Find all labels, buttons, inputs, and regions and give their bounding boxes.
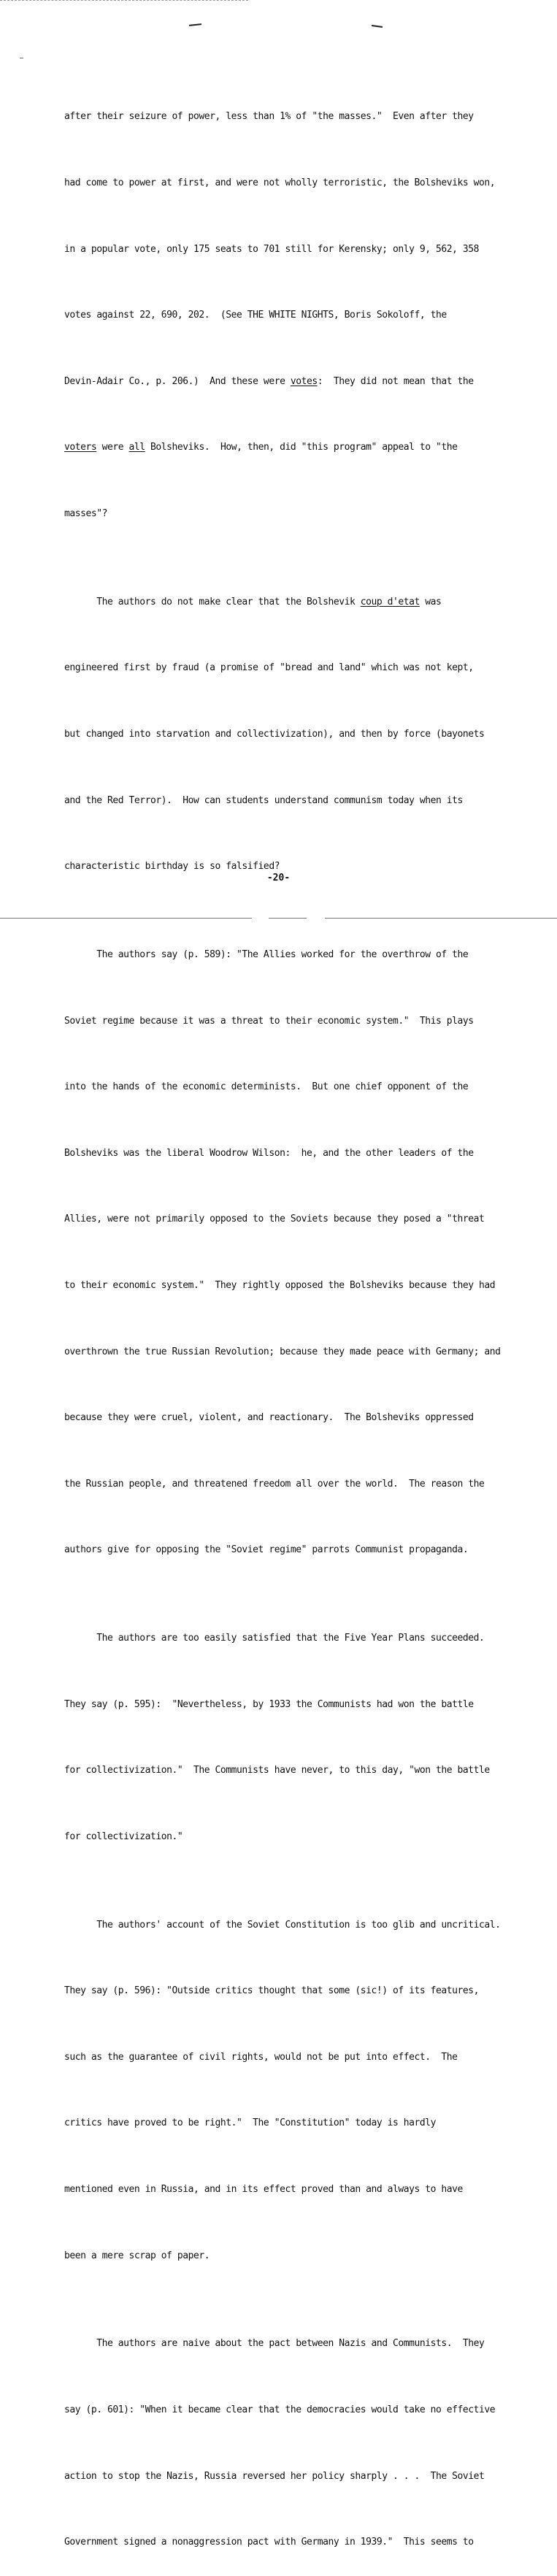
text-line: voters were all Bolsheviks. How, then, did "this program" appeal to "the [64, 442, 458, 453]
text-line: They say (p. 596): "Outside critics thought that some (sic!) of its features, [64, 1985, 480, 1997]
text-line: after their seizure of power, less than 1% of "the masses." Even after they [64, 111, 474, 123]
text-line: action to stop the Nazis, Russia reversed her policy sharply . . . The Soviet [64, 2470, 485, 2482]
text-line: The authors say (p. 589): "The Allies worked for the overthrow of the [64, 948, 469, 960]
bottom-rule-middle [269, 918, 307, 919]
text-line: into the hands of the economic determinists. But one chief opponent of the [64, 1081, 469, 1093]
underlined-word: votes [290, 375, 318, 387]
top-dashed-edge [0, 0, 248, 1]
text-line: mentioned even in Russia, and in its effect proved than and always to have [64, 2184, 463, 2196]
text-line: masses"? [64, 507, 108, 519]
text-line: but changed into starvation and collectivization), and then by force (bayonets [64, 728, 485, 740]
text-line: The authors do not make clear that the Bolshevik coup d'etat was [64, 596, 442, 607]
text-line: critics have proved to be right." The "Constitution" today is hardly [64, 2117, 436, 2129]
text-line: to their economic system." They rightly opposed the Bolsheviks because they had [64, 1279, 496, 1291]
text-line: for collectivization." [64, 1831, 183, 1842]
text-line: Bolsheviks was the liberal Woodrow Wilson: he, and the other leaders of the [64, 1147, 474, 1159]
text-line: Government signed a nonaggression pact with Germany in 1939." This seems to [64, 2537, 474, 2548]
text-line: because they were cruel, violent, and reactionary. The Bolsheviks oppressed [64, 1412, 474, 1424]
underlined-word: coup d'etat [360, 596, 420, 607]
text-line: and the Red Terror). How can students understand communism today when its [64, 794, 463, 806]
text-line: The authors' account of the Soviet Constitution is too glib and uncritical. [64, 1919, 501, 1931]
text-line: The authors are too easily satisfied that the Five Year Plans succeeded. [64, 1633, 485, 1644]
punch-mark-left [189, 23, 201, 26]
text-line: such as the guarantee of civil rights, would not be put into effect. The [64, 2051, 458, 2063]
text-line: for collectivization." The Communists have never, to this day, "won the battle [64, 1765, 490, 1776]
text-line: the Russian people, and threatened freedom all over the world. The reason the [64, 1478, 485, 1490]
text-line: Soviet regime because it was a threat to their economic system." This plays [64, 1015, 474, 1027]
text-line: say (p. 601): "When it became clear that the democracies would take no effective [64, 2404, 496, 2416]
bottom-rule-right [325, 918, 557, 919]
text-line: characteristic birthday is so falsified? [64, 861, 280, 873]
text-line: authors give for opposing the "Soviet regime" parrots Communist propaganda. [64, 1544, 469, 1556]
text-line: They say (p. 595): "Nevertheless, by 1933 the Communists had won the battle [64, 1698, 474, 1710]
text-line: Allies, were not primarily opposed to the Soviets because they posed a "threat [64, 1214, 485, 1225]
text-line: The authors are naive about the pact between Nazis and Communists. They [64, 2338, 485, 2350]
underlined-word: all [128, 442, 145, 453]
text-line: had come to power at first, and were not wholly terroristic, the Bolsheviks won, [64, 177, 496, 188]
page-number: -20- [266, 873, 291, 883]
text-line: overthrown the true Russian Revolution; because they made peace with Germany; and [64, 1346, 501, 1357]
underlined-word: voters [64, 442, 97, 453]
text-line: votes against 22, 690, 202. (See THE WHITE NIGHTS, Boris Sokoloff, the [64, 310, 447, 321]
text-line: engineered first by fraud (a promise of "bread and land" which was not kept, [64, 662, 474, 674]
text-line: Devin-Adair Co., p. 206.) And these were votes: They did not mean that the [64, 375, 474, 387]
text-line: in a popular vote, only 175 seats to 701 still for Kerensky; only 9, 562, 358 [64, 243, 480, 255]
punch-mark-right [372, 25, 383, 28]
text-line: been a mere scrap of paper. [64, 2250, 210, 2261]
bottom-rule-left [0, 918, 252, 919]
body-text [64, 62, 531, 2576]
